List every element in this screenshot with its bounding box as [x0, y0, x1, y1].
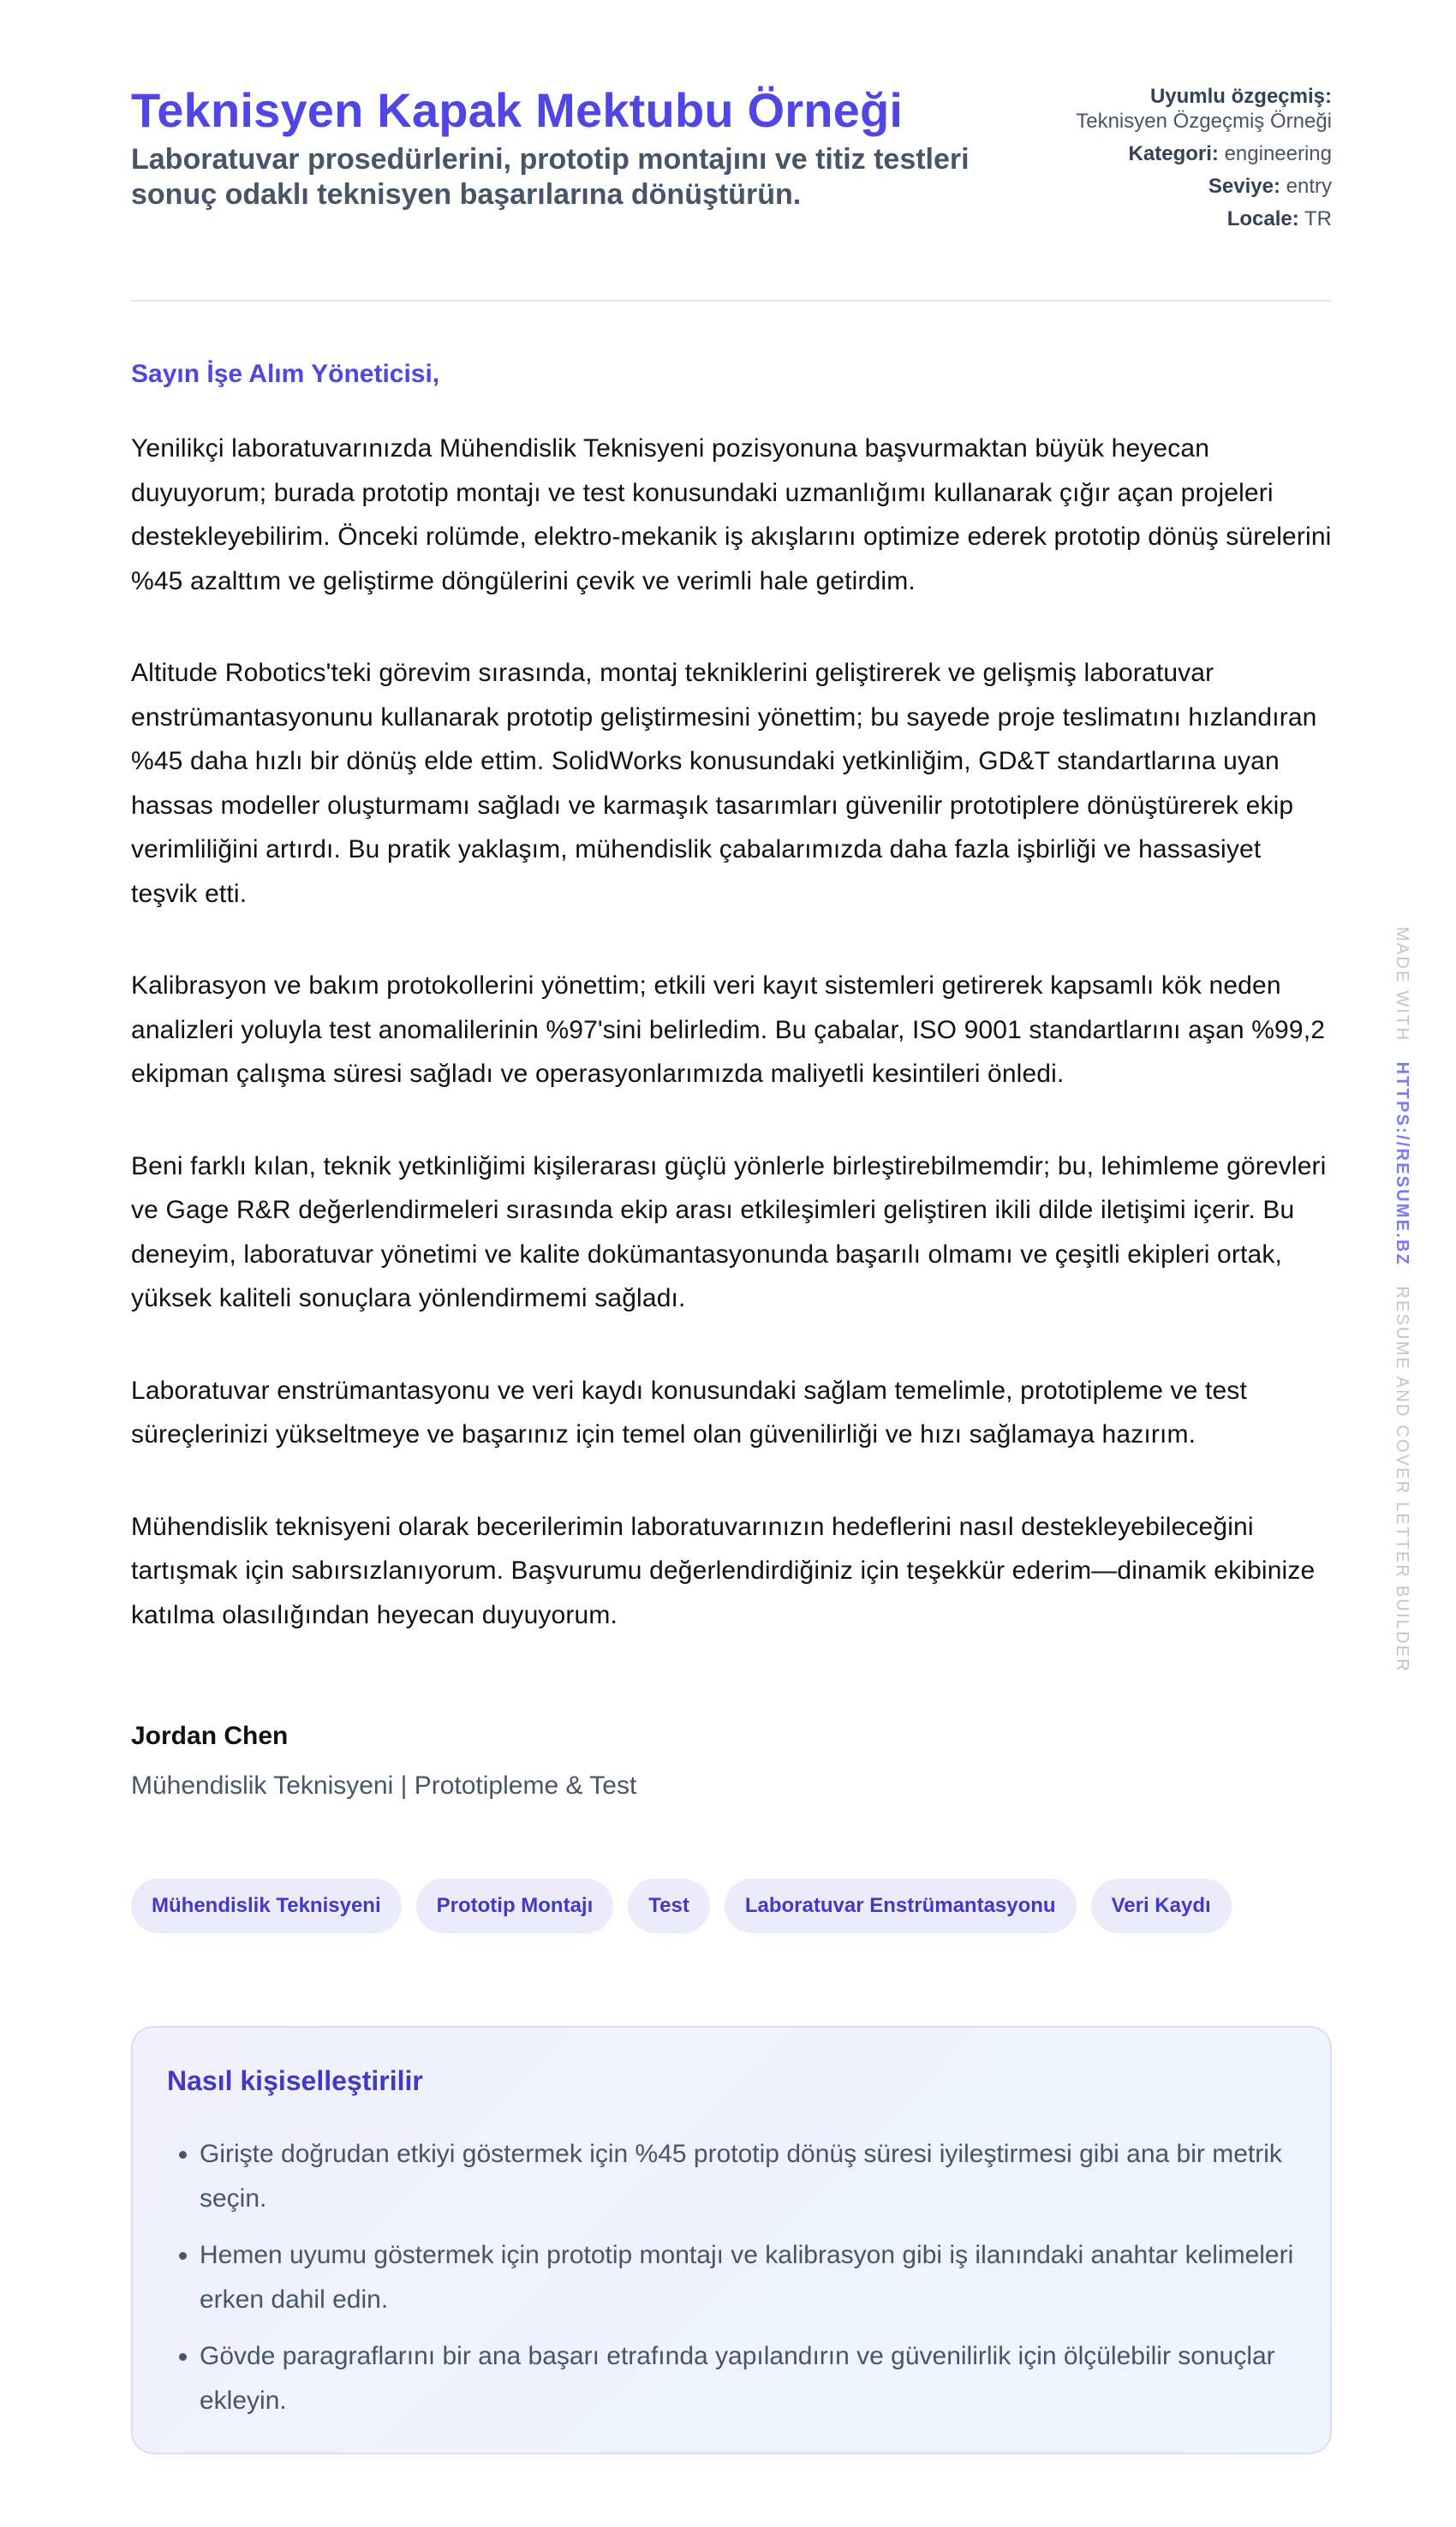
meta-resume-label: Uyumlu özgeçmiş:	[1149, 85, 1332, 108]
tip-item: • Gövde paragraflarını bir ana başarı etrafında yapılandırın ve güvenilirlik için ölçülebilir sonuçlar ekleyin.	[200, 2334, 1313, 2423]
customization-tips-box	[131, 2026, 1332, 2454]
letter-body	[131, 427, 1332, 1685]
meta-info	[1075, 84, 1332, 239]
tag[interactable]: Laboratuvar Enstrümantasyonu	[725, 1879, 1077, 1933]
watermark-suffix: RESUME AND COVER LETTER BUILDER	[1393, 1286, 1411, 1673]
meta-category-label: Kategori:	[1128, 142, 1219, 165]
letter-paragraph: Laboratuvar enstrümantasyonu ve veri kaydı konusundaki sağlam temelimle, prototipleme ve test süreçlerinizi yükseltmeye ve başarınız için temel olan güvenilirliği ve hızı sağlamaya hazırım.	[131, 1376, 1247, 1449]
letter-paragraph: Yenilikçi laboratuvarınızda Mühendislik Teknisyeni pozisyonuna başvurmaktan büyük heyecan duyuyorum; burada prototip montajı ve test konusundaki uzmanlığımı kullanarak çığır açan projeleri destekleyebilirim. Önceki rolümde, elektro-mekanik iş akışlarını optimize ederek prototip dönüş sürelerini %45 azalttım ve geliştirme döngülerini çevik ve verimli hale getirdim.	[131, 434, 1332, 595]
meta-level-label: Seviye:	[1208, 175, 1280, 198]
tag[interactable]: Prototip Montajı	[416, 1879, 614, 1933]
tag-list	[131, 1879, 1232, 1933]
watermark-link[interactable]: HTTPS://RESUME.BZ	[1393, 1061, 1411, 1267]
letter-paragraph: Kalibrasyon ve bakım protokollerini yönettim; etkili veri kayıt sistemleri getirerek kapsamlı kök neden analizleri yoluyla test anomalilerinin %97'sini belirledim. Bu çabalar, ISO 9001 standartlarını aşan %99,2 ekipman çalışma süresi sağladı ve operasyonlarımızda maliyetli kesintileri önledi.	[131, 971, 1326, 1088]
letter-paragraph: Altitude Robotics'teki görevim sırasında, montaj tekniklerini geliştirerek ve gelişmiş laboratuvar enstrümantasyonunu kullanarak prototip geliştirmesini yönettim; bu sayede proje teslimatını hızlandıran %45 daha hızlı bir dönüş elde ettim. SolidWorks konusundaki yetkinliğim, GD&T standartlarına uyan hassas modeller oluşturmamı sağladı ve karmaşık tasarımları güvenilir prototiplere dönüştürerek ekip verimliliğini artırdı. Bu pratik yaklaşım, mühendislik çabalarımızda daha fazla işbirliği ve hassasiyet teşvik etti.	[131, 659, 1317, 908]
meta-locale-value: TR	[1304, 207, 1332, 230]
watermark-prefix: MADE WITH	[1393, 927, 1411, 1042]
meta-category-value: engineering	[1224, 142, 1332, 165]
tips-title: Nasıl kişiselleştirilir	[167, 2065, 423, 2096]
tip-item: • Girişte doğrudan etkiyi göstermek için %45 prototip dönüş süresi iyileştirmesi gibi ana bir metrik seçin.	[200, 2132, 1313, 2221]
page-title: Teknisyen Kapak Mektubu Örneği	[131, 83, 904, 137]
meta-resume-value[interactable]: Teknisyen Özgeçmiş Örneği	[1076, 110, 1332, 133]
letter-paragraph: Beni farklı kılan, teknik yetkinliğimi kişilerarası güçlü yönlerle birleştirebilmemdir; bu, lehimleme görevleri ve Gage R&R değerlendirmeleri sırasında ekip arası etkileşimleri geliştiren ikili dilde iletişimi içerir. Bu deneyim, laboratuvar yönetimi ve kalite dokümantasyonunda başarılı olmamı ve çeşitli ekipleri ortak, yüksek kaliteli sonuçlara yönlendirmemi sağladı.	[131, 1151, 1327, 1312]
made-with-watermark	[1387, 927, 1411, 1673]
tag[interactable]: Veri Kaydı	[1091, 1879, 1232, 1933]
tips-list	[167, 2132, 1313, 2435]
letter-paragraph: Mühendislik teknisyeni olarak becerilerimin laboratuvarınızın hedeflerini nasıl destekleyebileceğini tartışmak için sabırsızlanıyorum. Başvurumu değerlendirdiğiniz için teşekkür ederim—dinamik ekibinize katılma olasılığından heyecan duyuyorum.	[131, 1512, 1316, 1629]
meta-locale-label: Locale:	[1226, 207, 1299, 230]
signature-name: Jordan Chen	[131, 1722, 289, 1750]
salutation: Sayın İşe Alım Yöneticisi,	[131, 360, 440, 388]
signature-title: Mühendislik Teknisyeni | Prototipleme & Test	[131, 1771, 637, 1800]
tag[interactable]: Test	[628, 1879, 710, 1933]
meta-level-value: entry	[1286, 175, 1332, 198]
tip-item: • Hemen uyumu göstermek için prototip montajı ve kalibrasyon gibi iş ilanındaki anahtar kelimeleri erken dahil edin.	[200, 2233, 1313, 2322]
page-subtitle: Laboratuvar prosedürlerini, prototip montajını ve titiz testleri sonuç odaklı teknisyen başarılarına dönüştürün.	[131, 143, 970, 211]
tag[interactable]: Mühendislik Teknisyeni	[131, 1879, 402, 1933]
header	[131, 82, 1332, 302]
